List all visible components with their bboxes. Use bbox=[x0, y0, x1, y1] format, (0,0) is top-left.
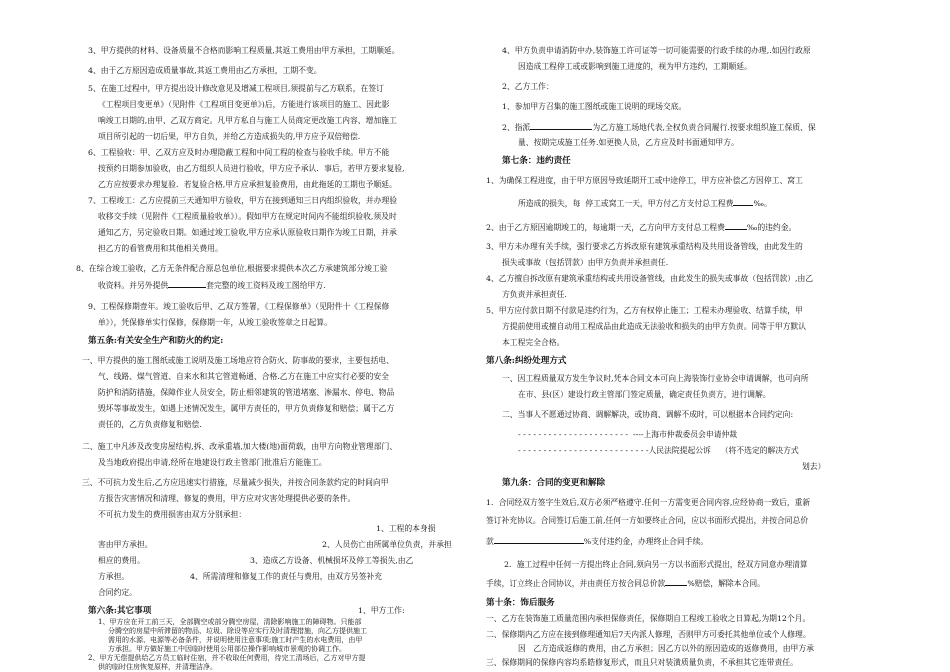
sec9-item-2: 2．施工过程中任何一方提出终止合同,须向另一方以书面形式提出，经双方同意办理清算 bbox=[504, 560, 808, 569]
clause-5-7: 7、工程竣工：乙方应提前三天通知甲方验收，甲方在接到通知三日内组织验收，并办理验 bbox=[88, 196, 398, 205]
sec8-item-1: 一、因工程质量双方发生争议时,凭本合同文本可向上海装饰行业协会申请调解，也可向所 bbox=[502, 374, 809, 383]
clause-line: 供的临时住房恢复原样，并清理洁净。 bbox=[98, 663, 217, 671]
clause-5-8-line bbox=[98, 278, 326, 293]
clause-line: 因 乙方造成返修的费用，由乙方承担；因乙方以外的原因造成的返修费用，由甲方承 bbox=[518, 644, 814, 653]
clause-line: 需用的水源、电源等必备条件，并说明使用注意事项;施工时产生的水电费用，由甲 bbox=[108, 636, 363, 644]
clause-line: 责任的，乙方负责修复和赔偿. bbox=[98, 420, 202, 429]
clause-text: 2、指派 bbox=[502, 123, 531, 132]
clause-line: 签订补充协议。合同签订后施工前,任何一方如要终止合同，应以书面形式提出，并按合同总价 bbox=[486, 516, 809, 525]
clause-5-3: 3、甲方提供的材料、设备质量不合格而影响工程质量,其返工费用由甲方承担，工期顺延。 bbox=[88, 46, 400, 55]
blank-percent-2 bbox=[665, 576, 687, 586]
clause-line: 不可抗力发生的费用损害由双方分别承担： bbox=[98, 510, 247, 519]
sec7-item-5: 5、甲方应付款日期不付款是违约行为，乙方有权停止施工；工程未办理验收、结算手续，甲 bbox=[486, 306, 803, 315]
sec5-sub-4: 4、所需清理和修复工作的责任与费用，由双方另签补充 bbox=[190, 572, 383, 581]
party-b-item-1: 1、参加甲方召集的施工图纸或施工说明的现场交底。 bbox=[502, 102, 687, 111]
clause-line: 防护和消防措施，保障作业人员安全，防止相邻建筑的管道堵塞、渗漏水、停电、物品 bbox=[98, 388, 395, 397]
clause-line: 收移交手续（见附件《工程质量验收单》）。假如甲方在规定时间内不能组织验收,须及时 bbox=[98, 212, 397, 221]
clause-line: 方提前使用或擅自动用工程成品由此造成无法验收和损失的由甲方负责。同等于甲方默认 bbox=[502, 322, 807, 331]
clause-5-5: 5、在施工过程中，甲方提出设计修改意见及增减工程项目,须提前与乙方联系，在签订 bbox=[88, 84, 384, 93]
clause-line: 量、按期完成施工任务.如更换人员，乙方应及时书面通知甲方。 bbox=[518, 138, 739, 147]
sec7-item-1-b bbox=[518, 196, 772, 211]
clause-line: 气、线路、煤气管道、自来水和其它管道畅通、合格.乙方在施工中应实行必要的安全 bbox=[98, 372, 389, 381]
court-option: - - - - - - - - - - - - - - - - - - - - - - - - - -人民法院提起公诉 （将不选定的解决方式 bbox=[518, 446, 799, 455]
clause-line: 分腾空的房屋中所滞留的物品、垃圾、除设等应实行及时清理措施，向乙方提供施工 bbox=[108, 627, 367, 635]
sec10-item-1: 一、乙方在装饰施工质量范围内承担保修责任，保修期自工程竣工验收之日算起,为期12个月。 bbox=[486, 614, 811, 623]
clause-text: ‰。 bbox=[753, 199, 772, 208]
sec6-item-1: 1、甲方应在开工前三天，全部腾空或部分腾空房屋，清除影响施工的障碍物。只能部 bbox=[98, 618, 362, 626]
clause-text: 人民法院提起公诉 bbox=[648, 446, 711, 455]
clause-5-4: 4、由于乙方原因造成质量事故,其返工费用由乙方承担，工期不变。 bbox=[88, 66, 322, 75]
clause-text: 手续，订立终止合同协议，并由责任方按合同总价款 bbox=[486, 579, 666, 588]
sec5-item-3: 三、不可抗力发生后,乙方应迅速实行措施，尽量减少损失，并按合同条款约定的时间向甲 bbox=[82, 478, 389, 487]
clause-line: 划去） bbox=[802, 462, 826, 471]
sec7-item-3: 3、甲方未办理有关手续，强行要求乙方拆改原有建筑承重结构及共用设备管线，由此发生的 bbox=[486, 242, 803, 251]
clause-line: 及当地政府提出申请,经所在地建设行政主管部门批准后方能施工。 bbox=[98, 458, 327, 467]
section-6-title: 第六条:其它事项 bbox=[88, 606, 152, 616]
clause-line: 在市、县(区）建设行政主管部门签定质量，确定责任负责方，进行调解。 bbox=[518, 390, 771, 399]
clause-text: 款 bbox=[486, 537, 494, 546]
sec7-item-1: 1、为确保工程进度，由于甲方原因导致延期开工或中途停工，甲方应补偿乙方因停工、窝工 bbox=[486, 176, 803, 185]
section-5-title: 第五条:有关安全生产和防火的约定: bbox=[88, 336, 224, 346]
blank-permille-1 bbox=[733, 196, 753, 206]
blank-site-rep bbox=[530, 120, 592, 130]
clause-text: ‰的违约金。 bbox=[746, 223, 797, 232]
clause-line: 项目所引起的一切后果，甲方自负，并给乙方造成损失的,甲方应予双倍赔偿. bbox=[98, 132, 361, 141]
clause-text: （将不选定的解决方式 bbox=[720, 446, 799, 455]
sec7-item-2 bbox=[486, 220, 796, 235]
clause-line: 《工程项目变更单》（见附件《工程项目变更单》)后，方能进行该项目的施工、因此影 bbox=[98, 100, 390, 109]
party-b-item-2 bbox=[502, 120, 816, 135]
offscreen-holder bbox=[482, 0, 483, 1]
clause-line: 单》），凭保修单实行保修，保修期一年，从竣工验收签章之日起算。 bbox=[98, 318, 332, 327]
clause-text: 收资料。并另外提供 bbox=[98, 281, 169, 290]
clause-text: 所造成的损失，每 停工或窝工一天，甲方付乙方支付总工程费 bbox=[518, 199, 734, 208]
clause-text: 为乙方施工场地代表,全权负责合同履行.按要求组织施工保质、保 bbox=[592, 123, 816, 132]
clause-line: 方承担。 bbox=[98, 572, 130, 581]
clause-5-9: 9、工程保修期壹年。竣工验收后甲、乙双方签署，《工程保修单》（见附件十《工程保修 bbox=[88, 302, 390, 311]
sec6-item-2: 2、甲方无偿提供给乙方员工临时住宿，并不收取任何费用，待完工清场后，乙方对甲方提 bbox=[88, 654, 366, 662]
sec5-sub-2: 2、人员伤亡由所属单位负责，并承担 bbox=[322, 540, 452, 549]
sec9-item-1-c bbox=[486, 534, 708, 549]
sec7-item-4: 4、乙方擅自拆改原有建筑承重结构或共用设备管线，由此发生的损失或事故（包括罚款）,由乙 bbox=[486, 274, 814, 283]
clause-line: 响竣工日期的,由甲、乙双方商定。凡甲方私自与施工人员商定更改施工内容、增加施工 bbox=[98, 116, 397, 125]
clause-line: 按预约日期参加验收，由乙方组织人员进行验收，甲方应予承认．事后，若甲方要求复验, bbox=[98, 164, 405, 173]
clause-line: 方承担。甲方做好施工中因临时使用公用部位操作影响城市景观的协调工作。 bbox=[108, 645, 346, 653]
sec10-item-3: 三、保修期间的保修内容均系皓修复形式，而且只对装潢质量负责，不承担其它连带责任。 bbox=[486, 658, 798, 667]
clause-line: 乙方应按要求办理复验．若复验合格,甲方应承担复验费用，由此拖延的工期也予顺延。 bbox=[98, 180, 397, 189]
clause-line: 害由甲方承担。 bbox=[98, 540, 153, 549]
clause-line: 本工程完全合格。 bbox=[502, 338, 565, 347]
sec9-item-2-b bbox=[486, 576, 765, 591]
clause-5-6: 6、工程验收：甲、乙双方应及时办理隐蔽工程和中间工程的检查与验收手续。甲方不能 bbox=[88, 148, 390, 157]
sec5-sub-1: 1、工程的本身损 bbox=[376, 524, 436, 533]
clause-line: 合同约定。 bbox=[98, 588, 137, 597]
clause-line: 相应的费用。 bbox=[98, 556, 145, 565]
section-6-body bbox=[82, 618, 462, 672]
clause-line: 担乙方的看管费用和其他相关费用。 bbox=[98, 244, 223, 253]
blank-permille-2 bbox=[725, 220, 747, 230]
blank-copies bbox=[168, 278, 206, 288]
sec5-sub-3: 3、造成乙方设备、机械损坏及停工等损失,由乙 bbox=[250, 556, 414, 565]
clause-line: 毁坏等事故发生，如遇上述情况发生，属甲方责任的，甲方负责修复和赔偿；属于乙方 bbox=[98, 404, 395, 413]
clause-text: %支付违约金，办理终止合同手续。 bbox=[583, 537, 709, 546]
party-b-work-label: 2、乙方工作： bbox=[502, 82, 554, 91]
clause-text: 2、由于乙方原因逾期竣工的，每逾期一天，乙方向甲方支付总工程费 bbox=[486, 223, 725, 232]
clause-line: 方报告灾害情况和清理、修复的费用，甲方应对灾害处理提供必要的条件。 bbox=[98, 494, 356, 503]
party-a-work-label: 1、甲方工作: bbox=[358, 606, 405, 615]
section-7-title: 第七条：违约责任 bbox=[502, 156, 571, 166]
clause-text: %赔偿，解除本合同。 bbox=[687, 579, 765, 588]
clause-line: 通知乙方，另定验收日期。如通过竣工验收,甲方应承认原验收日期作为竣工日期，并承 bbox=[98, 228, 397, 237]
clause-5-8: 8、在综合竣工验收，乙方无条件配合原总包单位,根据要求提供本次乙方承建筑部分竣工验 bbox=[76, 264, 388, 273]
clause-text: ----上海市仲裁委员会申请仲裁 bbox=[632, 430, 738, 439]
clause-line: 损失或事故（包括罚款）由甲方负责并承担责任. bbox=[502, 258, 669, 267]
clause-line: 因造成工程停工或或影响到施工进度的，视为甲方违约，工期顺延。 bbox=[518, 62, 752, 71]
section-9-title: 第九条：合同的变更和解除 bbox=[502, 478, 606, 488]
clause-text: 套完整的竣工资料及竣工图给甲方. bbox=[206, 281, 326, 290]
sec5-item-2: 二、施工中凡涉及改变房屋结构,拆、改承重墙,加大楼(地)面荷载，由甲方向物业管理部门、 bbox=[82, 442, 398, 451]
blank-percent-1 bbox=[494, 534, 584, 544]
arbitration-option: - - - - - - - - - - - - - - - - - - - - - - ----上海市仲裁委员会申请仲裁 bbox=[518, 430, 738, 439]
section-8-title: 第八条:纠纷处理方式 bbox=[486, 356, 567, 366]
section-10-title: 第十条：饰后服务 bbox=[486, 598, 555, 608]
sec9-item-1: 1．合同经双方签字生效后,双方必须严格遵守.任何一方需变更合同内容,应经协商一致后，重新 bbox=[486, 498, 811, 507]
sec10-item-2: 二、保修期内乙方应在接到修理通知后7天内派人修理，否则甲方可委托其他单位或个人修理。 bbox=[486, 630, 811, 639]
sec8-item-2: 二、当事人不愿通过协商、调解解决，或协商、调解不成时，可以根据本合同约定向: bbox=[502, 410, 794, 419]
party-a-item-4: 4、甲方负责申请消防中办,装饰施工许可证等一切可能需要的行政手续的办理,.如因行政原 bbox=[502, 46, 811, 55]
clause-line: 方负责并承担责任. bbox=[502, 290, 567, 299]
sec5-item-1: 一、甲方提供的施工图纸或施工说明及施工场地应符合防火、防事故的要求，主要包括电、 bbox=[82, 356, 394, 365]
